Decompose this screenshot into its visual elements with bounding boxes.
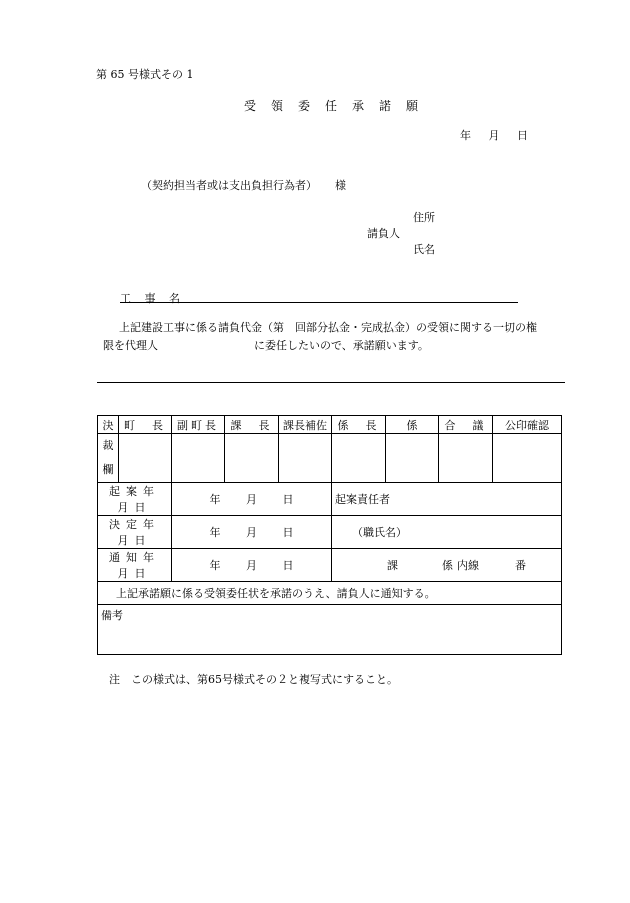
addressee-text: （契約担当者或は支出負担行為者） bbox=[141, 179, 317, 192]
notified-section: 係 bbox=[442, 559, 453, 572]
addressee bbox=[141, 177, 346, 193]
decision-side-label-rest bbox=[98, 434, 119, 483]
footer-note: 注 この様式は、第65号様式その２と複写式にすること。 bbox=[109, 673, 398, 686]
stamp-box-consultation[interactable] bbox=[439, 434, 493, 483]
approver-assistant-chief: 課長補佐 bbox=[279, 416, 332, 434]
document-title: 受領委任承諾願 bbox=[244, 99, 434, 113]
decision-side-label-3: 欄 bbox=[102, 463, 114, 476]
stamp-box-mayor[interactable] bbox=[119, 434, 172, 483]
approval-statement: 上記承諾願に係る受領委任状を承諾のうえ、請負人に通知する。 bbox=[98, 582, 562, 605]
body-line-1: 上記建設工事に係る請負代金（第 回部分払金・完成払金）の受領に関する一切の権 bbox=[119, 321, 537, 334]
decision-table bbox=[97, 415, 562, 655]
approver-section-chief: 課 長 bbox=[225, 416, 279, 434]
approver-staff: 係 bbox=[386, 416, 439, 434]
notified-date-label: 通知年月日 bbox=[98, 549, 172, 582]
addressee-honorific: 様 bbox=[335, 179, 346, 192]
approver-deputy-mayor: 副町長 bbox=[172, 416, 225, 434]
decided-date-field[interactable]: 年 月 日 bbox=[172, 516, 332, 549]
section-divider bbox=[97, 382, 565, 383]
project-name-label: 工 事 名 bbox=[120, 292, 185, 305]
notified-dept: 課 bbox=[387, 559, 398, 572]
stamp-box-unit-head[interactable] bbox=[332, 434, 386, 483]
approver-mayor: 町 長 bbox=[119, 416, 172, 434]
stamp-box-assistant-chief[interactable] bbox=[279, 434, 332, 483]
decision-side-label-1: 決 bbox=[98, 416, 119, 434]
stamp-box-seal-check[interactable] bbox=[493, 434, 562, 483]
remarks-label: 備考 bbox=[101, 609, 123, 622]
approver-seal-check: 公印確認 bbox=[493, 416, 562, 434]
form-number: 第 65 号様式その 1 bbox=[96, 68, 194, 81]
approver-consultation: 合 議 bbox=[439, 416, 493, 434]
notified-date-field[interactable]: 年 月 日 bbox=[172, 549, 332, 582]
address-label: 住所 bbox=[413, 211, 435, 224]
notified-number: 番 bbox=[515, 559, 526, 572]
project-name-line[interactable] bbox=[120, 302, 518, 303]
request-body bbox=[103, 319, 573, 355]
drafted-date-field[interactable]: 年 月 日 bbox=[172, 483, 332, 516]
name-label: 氏名 bbox=[413, 243, 435, 256]
date-line: 年 月 日 bbox=[460, 129, 528, 142]
drafted-date-label: 起案年月日 bbox=[98, 483, 172, 516]
drafted-responsible-field[interactable]: 起案責任者 bbox=[332, 483, 562, 516]
body-line-2 bbox=[103, 337, 573, 355]
stamp-box-staff[interactable] bbox=[386, 434, 439, 483]
remarks-box[interactable] bbox=[98, 605, 562, 655]
approver-unit-head: 係 長 bbox=[332, 416, 386, 434]
decided-date-label: 決定年月日 bbox=[98, 516, 172, 549]
contractor-label: 請負人 bbox=[367, 227, 400, 240]
decided-official-field[interactable]: （職氏名） bbox=[332, 516, 562, 549]
notified-contact-field[interactable] bbox=[332, 549, 562, 582]
body-line-2b: に委任したいので、承諾願います。 bbox=[254, 339, 429, 352]
stamp-box-section-chief[interactable] bbox=[225, 434, 279, 483]
decision-side-label-2: 裁 bbox=[102, 439, 114, 452]
notified-extension: 内線 bbox=[457, 559, 479, 572]
stamp-box-deputy-mayor[interactable] bbox=[172, 434, 225, 483]
body-line-2a: 限を代理人 bbox=[103, 339, 158, 352]
